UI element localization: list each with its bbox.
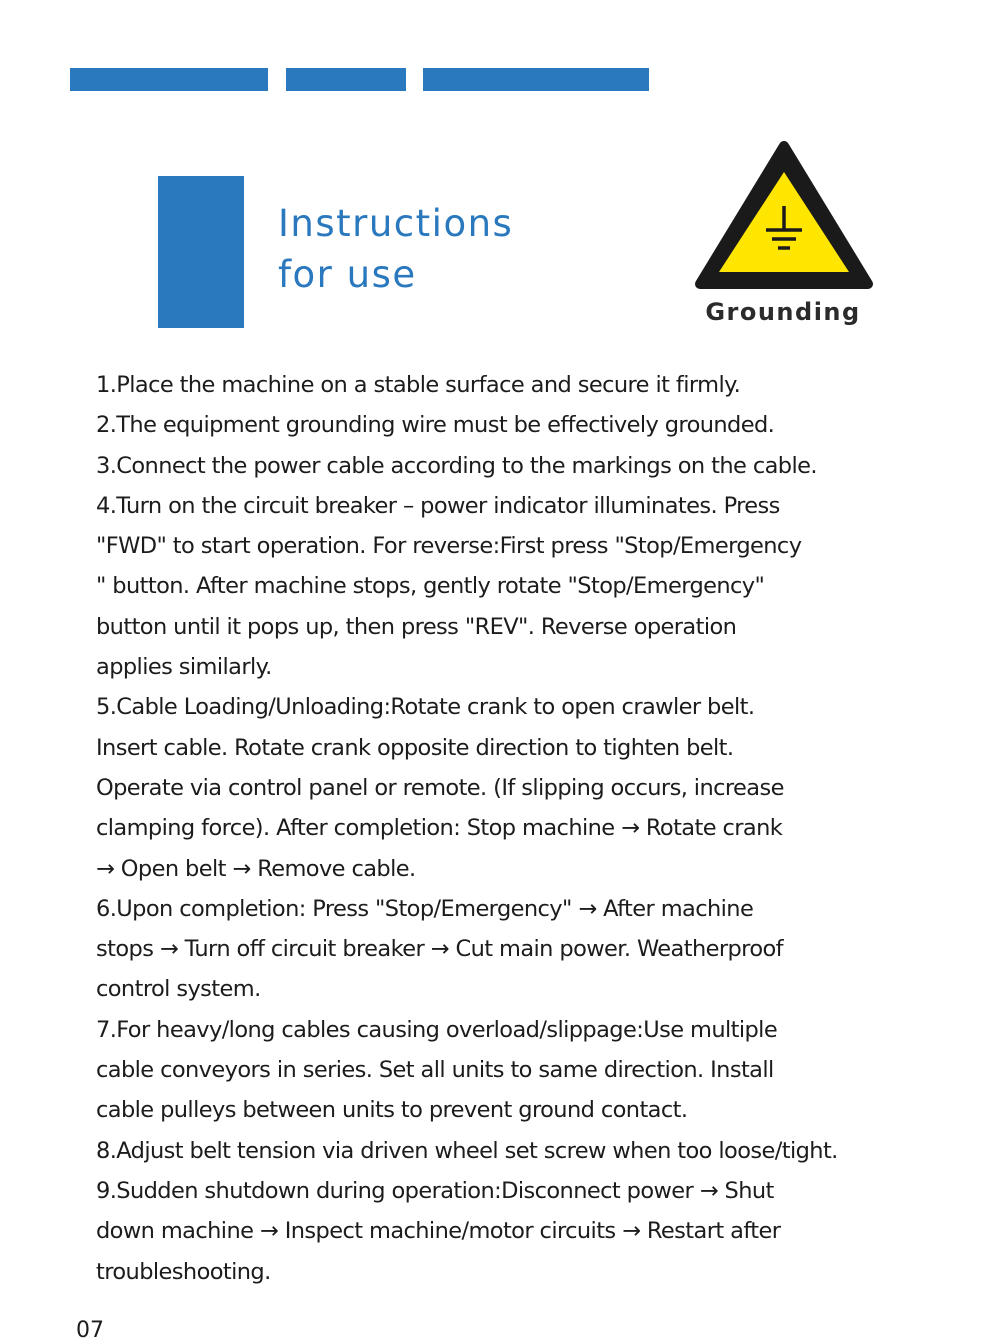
instruction-line: cable pulleys between units to prevent ground contact. bbox=[96, 1097, 688, 1124]
instruction-line: applies similarly. bbox=[96, 654, 272, 681]
instruction-line: stops → Turn off circuit breaker → Cut main power. Weatherproof bbox=[96, 936, 783, 963]
instruction-line: 4.Turn on the circuit breaker – power indicator illuminates. Press bbox=[96, 492, 780, 519]
instruction-item-5 bbox=[96, 687, 926, 888]
instruction-line: 1.Place the machine on a stable surface and secure it firmly. bbox=[96, 372, 741, 398]
instruction-line: cable conveyors in series. Set all units to same direction. Install bbox=[96, 1057, 774, 1084]
instruction-line: 6.Upon completion: Press "Stop/Emergency" → After machine bbox=[96, 895, 754, 922]
title-accent-block bbox=[158, 176, 244, 328]
instruction-item-8 bbox=[96, 1131, 926, 1171]
instruction-line: 5.Cable Loading/Unloading:Rotate crank to open crawler belt. bbox=[96, 694, 755, 721]
instruction-item-7 bbox=[96, 1010, 926, 1131]
warning-label: Grounding bbox=[705, 298, 861, 326]
instruction-item-1 bbox=[96, 365, 926, 405]
instruction-line: control system. bbox=[96, 976, 261, 1003]
page-number: 07 bbox=[76, 1318, 104, 1343]
instruction-line: "FWD" to start operation. For reverse:First press "Stop/Emergency bbox=[96, 533, 802, 560]
instruction-line: → Open belt → Remove cable. bbox=[96, 855, 416, 882]
instruction-item-3 bbox=[96, 446, 926, 486]
instruction-line: down machine → Inspect machine/motor circuits → Restart after bbox=[96, 1218, 781, 1245]
header-bar-segment-2 bbox=[286, 68, 406, 91]
instruction-line: 3.Connect the power cable according to the markings on the cable. bbox=[96, 452, 817, 479]
instruction-line: button until it pops up, then press "REV". Reverse operation bbox=[96, 613, 737, 640]
grounding-warning-sign bbox=[694, 140, 874, 290]
instruction-item-9 bbox=[96, 1171, 926, 1292]
instruction-item-6 bbox=[96, 889, 926, 1010]
page-title-line-2: for use bbox=[278, 253, 417, 296]
instruction-line: " button. After machine stops, gently rotate "Stop/Emergency" bbox=[96, 573, 765, 600]
instruction-line: troubleshooting. bbox=[96, 1258, 271, 1285]
instruction-line: 7.For heavy/long cables causing overload/slippage:Use multiple bbox=[96, 1016, 778, 1043]
instruction-line: Insert cable. Rotate crank opposite direction to tighten belt. bbox=[96, 734, 734, 761]
instructions-list bbox=[96, 365, 926, 1292]
instruction-line: 9.Sudden shutdown during operation:Disconnect power → Shut bbox=[96, 1177, 774, 1204]
instruction-line: clamping force). After completion: Stop machine → Rotate crank bbox=[96, 815, 783, 842]
instruction-item-2 bbox=[96, 405, 926, 445]
page-title-line-1: Instructions bbox=[278, 202, 514, 245]
instruction-line: Operate via control panel or remote. (If slipping occurs, increase bbox=[96, 774, 784, 801]
header-bar-segment-1 bbox=[70, 68, 268, 91]
header-bar-segment-3 bbox=[423, 68, 649, 91]
instruction-line: 2.The equipment grounding wire must be effectively grounded. bbox=[96, 412, 775, 439]
instruction-line: 8.Adjust belt tension via driven wheel set screw when too loose/tight. bbox=[96, 1137, 838, 1164]
instruction-item-4 bbox=[96, 486, 926, 687]
page-title bbox=[278, 198, 513, 300]
